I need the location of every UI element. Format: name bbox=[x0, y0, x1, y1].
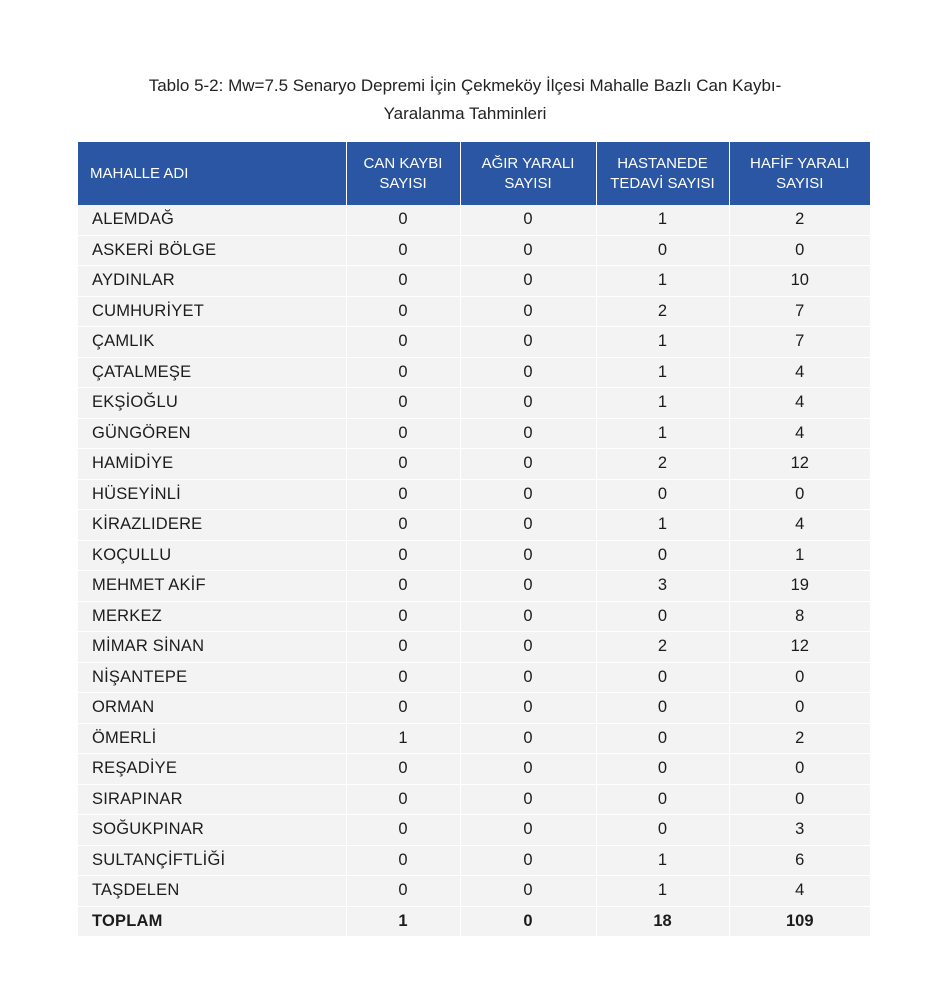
table-row bbox=[78, 205, 870, 235]
neighborhood-name: MEHMET AKİF bbox=[78, 571, 346, 602]
table-cell: 1 bbox=[596, 327, 729, 358]
table-cell: 1 bbox=[346, 723, 460, 754]
table-cell: 0 bbox=[596, 235, 729, 266]
table-row bbox=[78, 388, 870, 419]
table-row bbox=[78, 571, 870, 602]
table-row bbox=[78, 815, 870, 846]
table-cell: 0 bbox=[346, 815, 460, 846]
table-cell: 0 bbox=[596, 784, 729, 815]
table-row bbox=[78, 479, 870, 510]
table-cell: 2 bbox=[729, 723, 870, 754]
table-cell: 0 bbox=[460, 723, 596, 754]
table-cell: 0 bbox=[460, 571, 596, 602]
header-fatalities bbox=[346, 142, 460, 205]
table-row bbox=[78, 510, 870, 541]
total-value: 1 bbox=[346, 906, 460, 937]
table-cell: 0 bbox=[460, 296, 596, 327]
table-cell: 0 bbox=[346, 357, 460, 388]
neighborhood-name: ASKERİ BÖLGE bbox=[78, 235, 346, 266]
neighborhood-name: MİMAR SİNAN bbox=[78, 632, 346, 663]
table-row bbox=[78, 601, 870, 632]
table-cell: 0 bbox=[346, 571, 460, 602]
table-cell: 0 bbox=[729, 693, 870, 724]
table-row bbox=[78, 754, 870, 785]
table-header bbox=[78, 142, 870, 205]
table-row bbox=[78, 357, 870, 388]
neighborhood-name: MERKEZ bbox=[78, 601, 346, 632]
total-value: 109 bbox=[729, 906, 870, 937]
table-cell: 4 bbox=[729, 418, 870, 449]
table-cell: 0 bbox=[729, 479, 870, 510]
table-cell: 0 bbox=[346, 296, 460, 327]
header-lightly-injured bbox=[729, 142, 870, 205]
table-cell: 4 bbox=[729, 876, 870, 907]
table-cell: 0 bbox=[346, 876, 460, 907]
table-cell: 0 bbox=[346, 784, 460, 815]
table-cell: 0 bbox=[460, 754, 596, 785]
table-cell: 0 bbox=[460, 418, 596, 449]
table-cell: 0 bbox=[460, 662, 596, 693]
table-row bbox=[78, 296, 870, 327]
header-hospital-treatment bbox=[596, 142, 729, 205]
table-cell: 0 bbox=[346, 235, 460, 266]
table-cell: 0 bbox=[346, 693, 460, 724]
table-cell: 7 bbox=[729, 296, 870, 327]
table-cell: 0 bbox=[596, 601, 729, 632]
table-row bbox=[78, 876, 870, 907]
neighborhood-name: KOÇULLU bbox=[78, 540, 346, 571]
table-cell: 0 bbox=[729, 235, 870, 266]
neighborhood-name: CUMHURİYET bbox=[78, 296, 346, 327]
header-row bbox=[78, 142, 870, 205]
table-cell: 1 bbox=[596, 418, 729, 449]
table-cell: 0 bbox=[460, 327, 596, 358]
table-cell: 0 bbox=[346, 327, 460, 358]
table-body bbox=[78, 205, 870, 937]
neighborhood-name: HAMİDİYE bbox=[78, 449, 346, 480]
header-label: HAFİF YARALI bbox=[750, 154, 850, 172]
caption-line-2: Yaralanma Tahminleri bbox=[383, 104, 547, 123]
table-row bbox=[78, 266, 870, 297]
table-cell: 1 bbox=[596, 357, 729, 388]
table-cell: 0 bbox=[729, 754, 870, 785]
neighborhood-name: REŞADİYE bbox=[78, 754, 346, 785]
table-row bbox=[78, 235, 870, 266]
table-cell: 1 bbox=[596, 388, 729, 419]
header-severely-injured bbox=[460, 142, 596, 205]
total-value: 0 bbox=[460, 906, 596, 937]
table-cell: 0 bbox=[346, 205, 460, 235]
table-cell: 4 bbox=[729, 388, 870, 419]
table-cell: 12 bbox=[729, 449, 870, 480]
total-row bbox=[78, 906, 870, 937]
table-cell: 2 bbox=[596, 449, 729, 480]
table-cell: 0 bbox=[346, 388, 460, 419]
table-cell: 0 bbox=[346, 510, 460, 541]
table-cell: 0 bbox=[460, 784, 596, 815]
table-cell: 2 bbox=[596, 296, 729, 327]
header-label: SAYISI bbox=[504, 174, 552, 192]
neighborhood-name: EKŞİOĞLU bbox=[78, 388, 346, 419]
table-cell: 10 bbox=[729, 266, 870, 297]
table-row bbox=[78, 540, 870, 571]
table-cell: 0 bbox=[596, 540, 729, 571]
header-neighborhood-name bbox=[78, 142, 346, 205]
table-row bbox=[78, 662, 870, 693]
table-cell: 0 bbox=[460, 845, 596, 876]
table-cell: 1 bbox=[729, 540, 870, 571]
table-cell: 8 bbox=[729, 601, 870, 632]
total-value: 18 bbox=[596, 906, 729, 937]
neighborhood-name: ÇAMLIK bbox=[78, 327, 346, 358]
neighborhood-name: GÜNGÖREN bbox=[78, 418, 346, 449]
table-cell: 0 bbox=[729, 662, 870, 693]
table-cell: 0 bbox=[346, 479, 460, 510]
neighborhood-name: KİRAZLIDERE bbox=[78, 510, 346, 541]
table-cell: 3 bbox=[729, 815, 870, 846]
table-cell: 0 bbox=[460, 449, 596, 480]
table-cell: 0 bbox=[596, 754, 729, 785]
table-cell: 2 bbox=[729, 205, 870, 235]
neighborhood-name: ÇATALMEŞE bbox=[78, 357, 346, 388]
table-cell: 0 bbox=[596, 479, 729, 510]
table-row bbox=[78, 449, 870, 480]
neighborhood-name: AYDINLAR bbox=[78, 266, 346, 297]
neighborhood-name: TAŞDELEN bbox=[78, 876, 346, 907]
neighborhood-name: HÜSEYİNLİ bbox=[78, 479, 346, 510]
table-cell: 0 bbox=[346, 266, 460, 297]
table-cell: 0 bbox=[460, 815, 596, 846]
table-cell: 0 bbox=[460, 693, 596, 724]
table-cell: 0 bbox=[596, 662, 729, 693]
table-row bbox=[78, 418, 870, 449]
table-row bbox=[78, 723, 870, 754]
table-cell: 0 bbox=[346, 601, 460, 632]
table-cell: 0 bbox=[596, 815, 729, 846]
neighborhood-name: SIRAPINAR bbox=[78, 784, 346, 815]
neighborhood-name: NİŞANTEPE bbox=[78, 662, 346, 693]
table-cell: 0 bbox=[460, 266, 596, 297]
table-cell: 0 bbox=[460, 357, 596, 388]
header-label: CAN KAYBI bbox=[363, 154, 443, 172]
table-cell: 1 bbox=[596, 510, 729, 541]
table-cell: 0 bbox=[346, 632, 460, 663]
header-label: SAYISI bbox=[379, 174, 427, 192]
table-cell: 12 bbox=[729, 632, 870, 663]
table-cell: 0 bbox=[346, 845, 460, 876]
total-label: TOPLAM bbox=[78, 906, 346, 937]
table-cell: 0 bbox=[346, 754, 460, 785]
table-cell: 1 bbox=[596, 266, 729, 297]
header-label: MAHALLE ADI bbox=[90, 164, 189, 182]
table-cell: 4 bbox=[729, 357, 870, 388]
header-label: TEDAVİ SAYISI bbox=[610, 174, 715, 192]
table-cell: 0 bbox=[460, 388, 596, 419]
table-cell: 2 bbox=[596, 632, 729, 663]
header-label: SAYISI bbox=[776, 174, 824, 192]
table-cell: 0 bbox=[460, 510, 596, 541]
table-row bbox=[78, 327, 870, 358]
table-cell: 0 bbox=[346, 540, 460, 571]
table-row bbox=[78, 845, 870, 876]
table-cell: 0 bbox=[460, 876, 596, 907]
header-label: HASTANEDE bbox=[617, 154, 708, 172]
table-cell: 0 bbox=[460, 205, 596, 235]
table-cell: 3 bbox=[596, 571, 729, 602]
table-row bbox=[78, 693, 870, 724]
neighborhood-name: SULTANÇİFTLİĞİ bbox=[78, 845, 346, 876]
table-row bbox=[78, 632, 870, 663]
table-cell: 0 bbox=[346, 449, 460, 480]
header-label: AĞIR YARALI bbox=[481, 154, 575, 172]
table-cell: 19 bbox=[729, 571, 870, 602]
table-cell: 0 bbox=[460, 632, 596, 663]
table-cell: 0 bbox=[460, 235, 596, 266]
table-cell: 0 bbox=[729, 784, 870, 815]
table-row bbox=[78, 784, 870, 815]
neighborhood-name: SOĞUKPINAR bbox=[78, 815, 346, 846]
table-cell: 0 bbox=[460, 601, 596, 632]
table-cell: 7 bbox=[729, 327, 870, 358]
table-cell: 0 bbox=[346, 662, 460, 693]
table-cell: 0 bbox=[596, 723, 729, 754]
caption-line-1: Tablo 5-2: Mw=7.5 Senaryo Depremi İçin Çekmeköy İlçesi Mahalle Bazlı Can Kaybı- bbox=[148, 76, 782, 95]
neighborhood-name: ÖMERLİ bbox=[78, 723, 346, 754]
table-cell: 0 bbox=[460, 479, 596, 510]
casualty-table bbox=[78, 142, 870, 937]
table-cell: 1 bbox=[596, 876, 729, 907]
table-cell: 0 bbox=[346, 418, 460, 449]
neighborhood-name: ORMAN bbox=[78, 693, 346, 724]
table-cell: 1 bbox=[596, 845, 729, 876]
table-cell: 0 bbox=[460, 540, 596, 571]
table-caption bbox=[60, 72, 870, 128]
table-cell: 0 bbox=[596, 693, 729, 724]
table-cell: 1 bbox=[596, 205, 729, 235]
table-cell: 6 bbox=[729, 845, 870, 876]
neighborhood-name: ALEMDAĞ bbox=[78, 205, 346, 235]
table-cell: 4 bbox=[729, 510, 870, 541]
